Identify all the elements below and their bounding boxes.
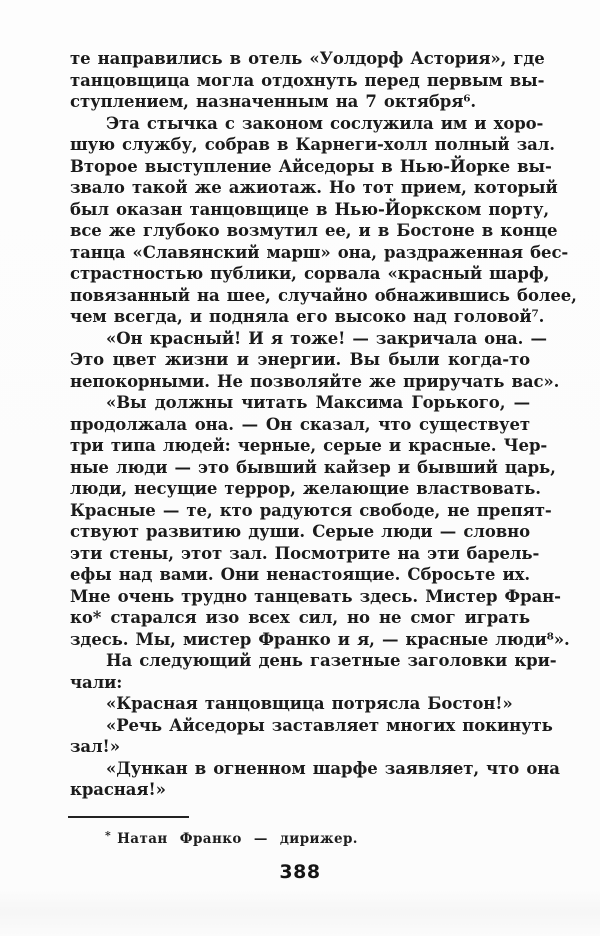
footnote	[105, 826, 535, 849]
text-line: «Дункан в огненном шарфе заявляет, что она	[106, 758, 560, 778]
text-line: красная!»	[70, 780, 166, 799]
text-line: был оказан танцовщице в Нью-Йоркском порту,	[70, 199, 549, 219]
text-line: «Вы должны читать Максима Горького, —	[106, 393, 530, 412]
text-line: На следующий день газетные заголовки кри-	[106, 651, 557, 670]
text-line: Это цвет жизни и энергии. Вы были когда-то	[70, 350, 530, 369]
text-line: «Он красный! И я тоже! — закричала она. —	[106, 328, 547, 348]
text-line: повязанный на шее, случайно обнажившись более,	[70, 285, 577, 305]
text-line: Красные — те, кто радуются свободе, не препят-	[70, 500, 552, 520]
text-line: ко* старался изо всех сил, но не смог играть	[70, 608, 530, 627]
footnote-text: Натан Франко — дирижер.	[117, 831, 358, 847]
text-line: Второе выступление Айседоры в Нью-Йорке вы-	[70, 156, 552, 176]
text-line: звало такой же ажиотаж. Но тот прием, который	[70, 178, 558, 197]
text-line: здесь. Мы, мистер Франко и я, — красные люди⁸».	[70, 629, 570, 649]
text-line: ступлением, назначенным на 7 октября⁶.	[70, 92, 477, 111]
text-line: Эта стычка с законом сослужила им и хоро-	[106, 113, 544, 133]
page-number: 388	[279, 861, 321, 883]
text-line: чали:	[70, 672, 123, 692]
text-line: чем всегда, и подняла его высоко над головой⁷.	[70, 307, 545, 326]
text-line: все же глубоко возмутил ее, и в Бостоне в конце	[70, 221, 558, 240]
footnote-marker: *	[105, 829, 112, 842]
text-line: зал!»	[70, 737, 120, 756]
text-line: Мне очень трудно танцевать здесь. Мистер Фран-	[70, 586, 561, 606]
text-line: ствуют развитию души. Серые люди — словно	[70, 522, 530, 541]
text-line: танцовщица могла отдохнуть перед первым вы-	[70, 70, 545, 90]
text-line: ные люди — это бывший кайзер и бывший царь,	[70, 457, 556, 477]
text-line: шую службу, собрав в Карнеги-холл полный зал.	[70, 135, 555, 154]
text-line: непокорными. Не позволяйте же приручать вас».	[70, 371, 560, 391]
text-line: ефы над вами. Они ненастоящие. Сбросьте их.	[70, 565, 530, 584]
body-text	[70, 48, 577, 801]
footnote-divider	[68, 816, 189, 818]
text-line: три типа людей: черные, серые и красные. Чер-	[70, 436, 548, 455]
text-line: «Красная танцовщица потрясла Бостон!»	[106, 694, 513, 713]
text-line: «Речь Айседоры заставляет многих покинуть	[106, 715, 553, 735]
text-line: люди, несущие террор, желающие властвовать.	[70, 479, 541, 498]
text-line: эти стены, этот зал. Посмотрите на эти барель-	[70, 543, 540, 563]
text-line: танца «Славянский марш» она, раздраженная бес-	[70, 242, 569, 262]
text-line: продолжала она. — Он сказал, что существует	[70, 414, 530, 434]
text-line: страстностью публики, сорвала «красный шарф,	[70, 264, 550, 283]
text-line: те направились в отель «Уолдорф Астория», где	[70, 49, 545, 68]
